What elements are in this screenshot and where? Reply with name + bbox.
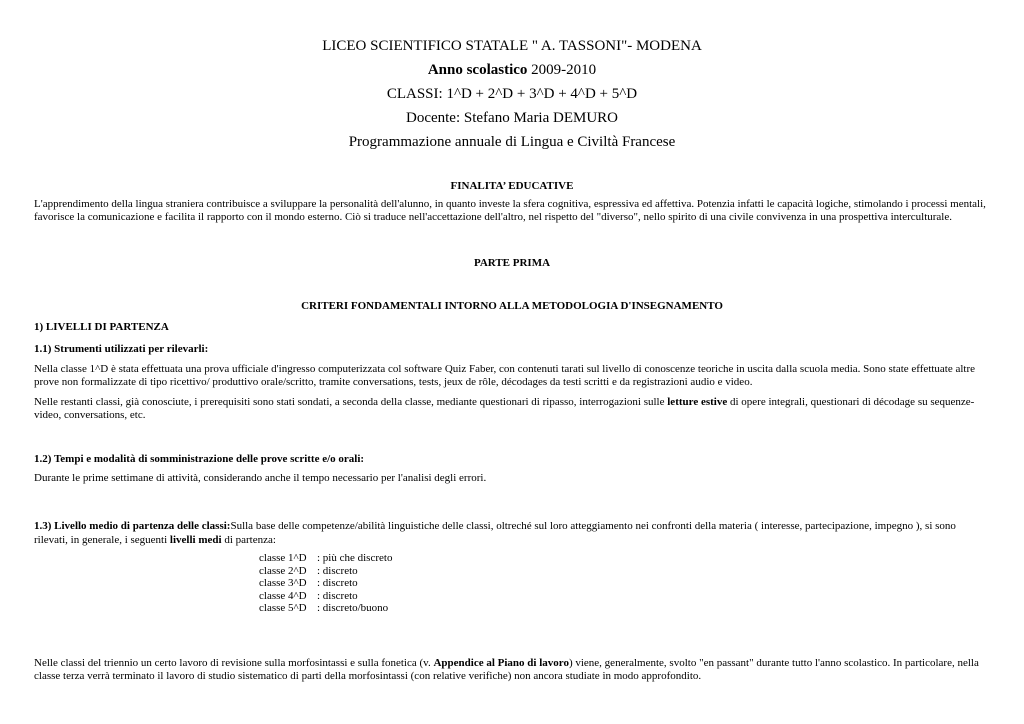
final-text-end: ) viene, generalmente, svolto "en passant" durante tutto l'anno scolastico. In particolare, nella classe terza verrà terminato il lavoro di studio sistematico di parti della morfosintassi (con relative verifiche) non ancora studiate in modo approfondito. — [34, 657, 979, 682]
finalita-section — [34, 179, 990, 224]
section-1-2-text: Durante le prime settimane di attività, considerando anche il tempo necessario per l'analisi degli errori. — [34, 472, 487, 484]
program-title: Programmazione annuale di Lingua e Civiltà Francese — [348, 134, 676, 150]
criteri-section — [34, 299, 990, 313]
finalita-title: FINALITA’ EDUCATIVE — [450, 180, 574, 192]
teacher-line: Docente: Stefano Maria DEMURO — [405, 110, 619, 126]
livelli-heading — [34, 320, 990, 334]
parte-prima-section — [34, 256, 990, 270]
section-1-2-title: 1.2) Tempi e modalità di somministrazione delle prove scritte e/o orali: — [34, 453, 365, 465]
document-header — [34, 34, 990, 154]
school-name: LICEO SCIENTIFICO STATALE " A. TASSONI"- MODENA — [322, 38, 702, 54]
section-1-1-p2-start: Nelle restanti classi, già conosciute, i prerequisiti sono stati sondati, a seconda della classe, mediante questionari di ripasso, interrogazioni sulle — [34, 396, 668, 408]
class-level-row — [259, 602, 392, 615]
class-level: : discreto — [317, 564, 358, 577]
section-1-3 — [34, 519, 990, 547]
final-text-start: Nelle classi del triennio un certo lavoro di revisione sulla morfosintassi e sulla fonetica (v. — [34, 657, 434, 669]
school-year-value: 2009-2010 — [527, 62, 597, 78]
section-1-1-p2-end: di opere integrali, questionari di décodage su sequenze-video, conversations, etc. — [34, 396, 975, 421]
section-1-2 — [34, 452, 990, 485]
livelli-title: 1) LIVELLI DI PARTENZA — [34, 321, 169, 333]
final-section — [34, 657, 990, 683]
section-1-1-p2-bold: letture estive — [667, 396, 728, 408]
section-1-1-title: 1.1) Strumenti utilizzati per rilevarli: — [34, 343, 209, 355]
class-level: : discreto — [317, 577, 358, 589]
section-1-3-bold: livelli medi — [169, 534, 222, 546]
school-year-label: Anno scolastico — [427, 62, 528, 78]
finalita-text: L'apprendimento della lingua straniera contribuisce a sviluppare la personalità dell'alunno, in quanto investe la sfera cognitiva, espressiva ed affettiva. Potenzia infatti le capacità logiche, stimolando i processi mentali, favorisce la comunicazione e facilita il rapporto con il mondo esterno. Ciò si traduce nell'accettazione dell'altro, nel rispetto del "diverso", nello spirito di una civile convivenza in una prospettiva interculturale. — [34, 198, 986, 223]
section-1-1-paragraph-2 — [34, 396, 990, 422]
class-level-row — [259, 590, 392, 603]
parte-prima-title: PARTE PRIMA — [473, 257, 551, 269]
class-level: : discreto/buono — [317, 602, 389, 614]
class-name: classe 3^D — [259, 577, 307, 589]
final-text-bold: Appendice al Piano di lavoro — [433, 657, 569, 669]
class-level: : più che discreto — [317, 552, 393, 564]
section-1-3-title: 1.3) Livello medio di partenza delle classi: — [34, 520, 231, 532]
class-levels-list — [259, 552, 392, 615]
section-1-3-text-start: Sulla base delle competenze/abilità linguistiche delle classi, oltreché sul loro atteggiamento nei confronti della materia ( interesse, partecipazione, impegno ), si sono rilevati, in generale, i seguenti — [34, 520, 956, 546]
criteri-title: CRITERI FONDAMENTALI INTORNO ALLA METODOLOGIA D'INSEGNAMENTO — [301, 300, 723, 312]
class-name: classe 1^D — [259, 552, 307, 564]
school-year — [34, 58, 990, 82]
class-level-row — [259, 552, 392, 565]
class-name: classe 4^D — [259, 589, 307, 602]
section-1-3-text-end: di partenza: — [221, 534, 276, 546]
section-1-3-paragraph — [34, 519, 990, 547]
section-1-1-paragraph-1: Nella classe 1^D è stata effettuata una prova ufficiale d'ingresso computerizzata col software Quiz Faber, con contenuti tarati sul livello di conoscenze teoriche in uscita dalla scuola media. Sono state effettuate altre prove non formalizzate di tipo ricettivo/ produttivo orale/scritto, tramite conversations, tests, jeux de rôle, décodages da testi scritti e da registrazioni audio e video. — [34, 363, 976, 388]
class-level-row — [259, 565, 392, 578]
class-name: classe 5^D — [259, 602, 307, 614]
section-1-1 — [34, 342, 990, 422]
class-level: : discreto — [317, 589, 358, 602]
class-name: classe 2^D — [259, 564, 307, 577]
classes-line: CLASSI: 1^D + 2^D + 3^D + 4^D + 5^D — [386, 86, 638, 102]
final-paragraph — [34, 657, 990, 683]
class-level-row — [259, 577, 392, 590]
